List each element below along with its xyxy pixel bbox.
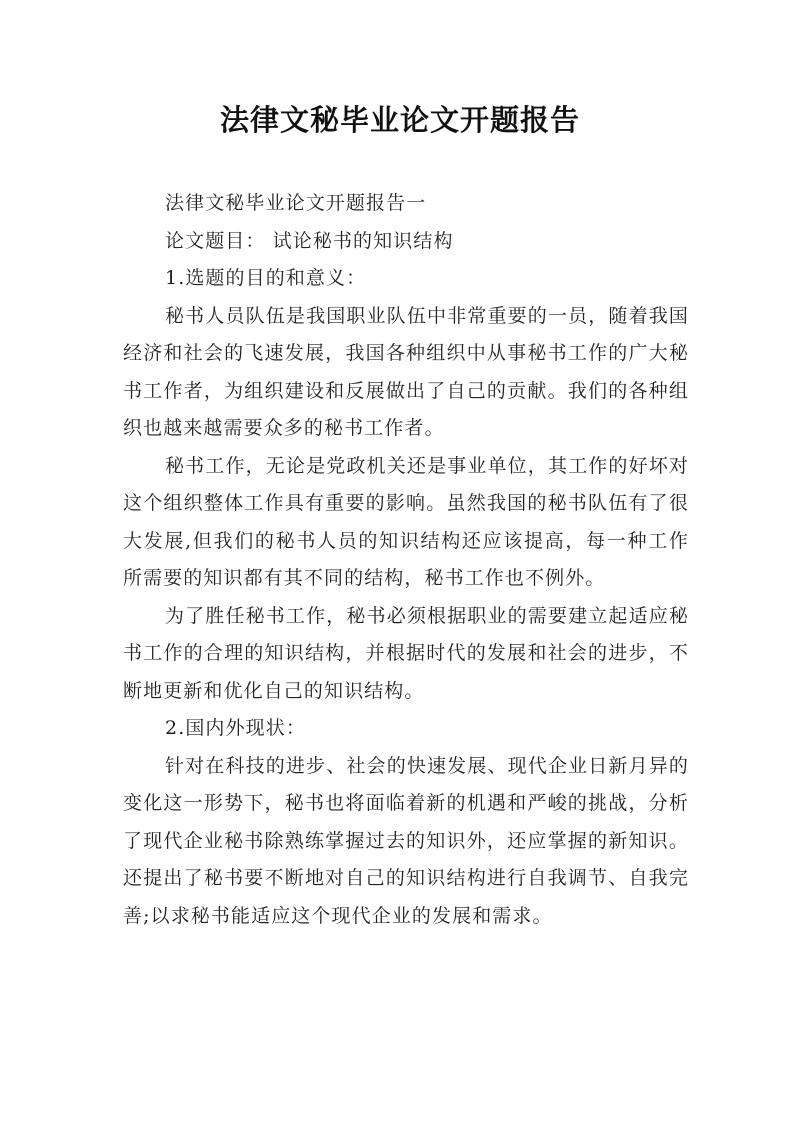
document-title: 法律文秘毕业论文开题报告 bbox=[219, 103, 580, 137]
section-1-heading: 1.选题的目的和意义： bbox=[165, 267, 367, 289]
paragraph-4: 针对在科技的进步、社会的快速发展、现代企业日新月异的变化这一形势下，秘书也将面临着新的机遇和严峻的挑战，分析了现代企业秘书除熟练掌握过去的知识外，还应掌握的新知识。还提出了秘书要不断地对自己的知识结构进行自我调节、自我完善;以求秘书能适应这个现代企业的发展和需求。 bbox=[123, 754, 689, 927]
paragraph-1: 秘书人员队伍是我国职业队伍中非常重要的一员，随着我国经济和社会的飞速发展，我国各种组织中从事秘书工作的广大秘书工作者，为组织建设和反展做出了自己的贡献。我们的各种组织也越来越需要众多的秘书工作者。 bbox=[123, 304, 689, 439]
paragraph-2: 秘书工作，无论是党政机关还是事业单位，其工作的好坏对这个组织整体工作具有重要的影响。虽然我国的秘书队伍有了很大发展,但我们的秘书人员的知识结构还应该提高，每一种工作所需要的知识都有其不同的结构，秘书工作也不例外。 bbox=[123, 454, 689, 589]
section-2-heading: 2.国内外现状： bbox=[165, 717, 306, 739]
report-subtitle: 法律文秘毕业论文开题报告一 bbox=[165, 192, 427, 214]
topic-line: 论文题目： 试论秘书的知识结构 bbox=[165, 229, 454, 252]
document-body bbox=[123, 185, 689, 935]
paragraph-3: 为了胜任秘书工作，秘书必须根据职业的需要建立起适应秘书工作的合理的知识结构，并根据时代的发展和社会的进步，不断地更新和优化自己的知识结构。 bbox=[123, 604, 689, 702]
